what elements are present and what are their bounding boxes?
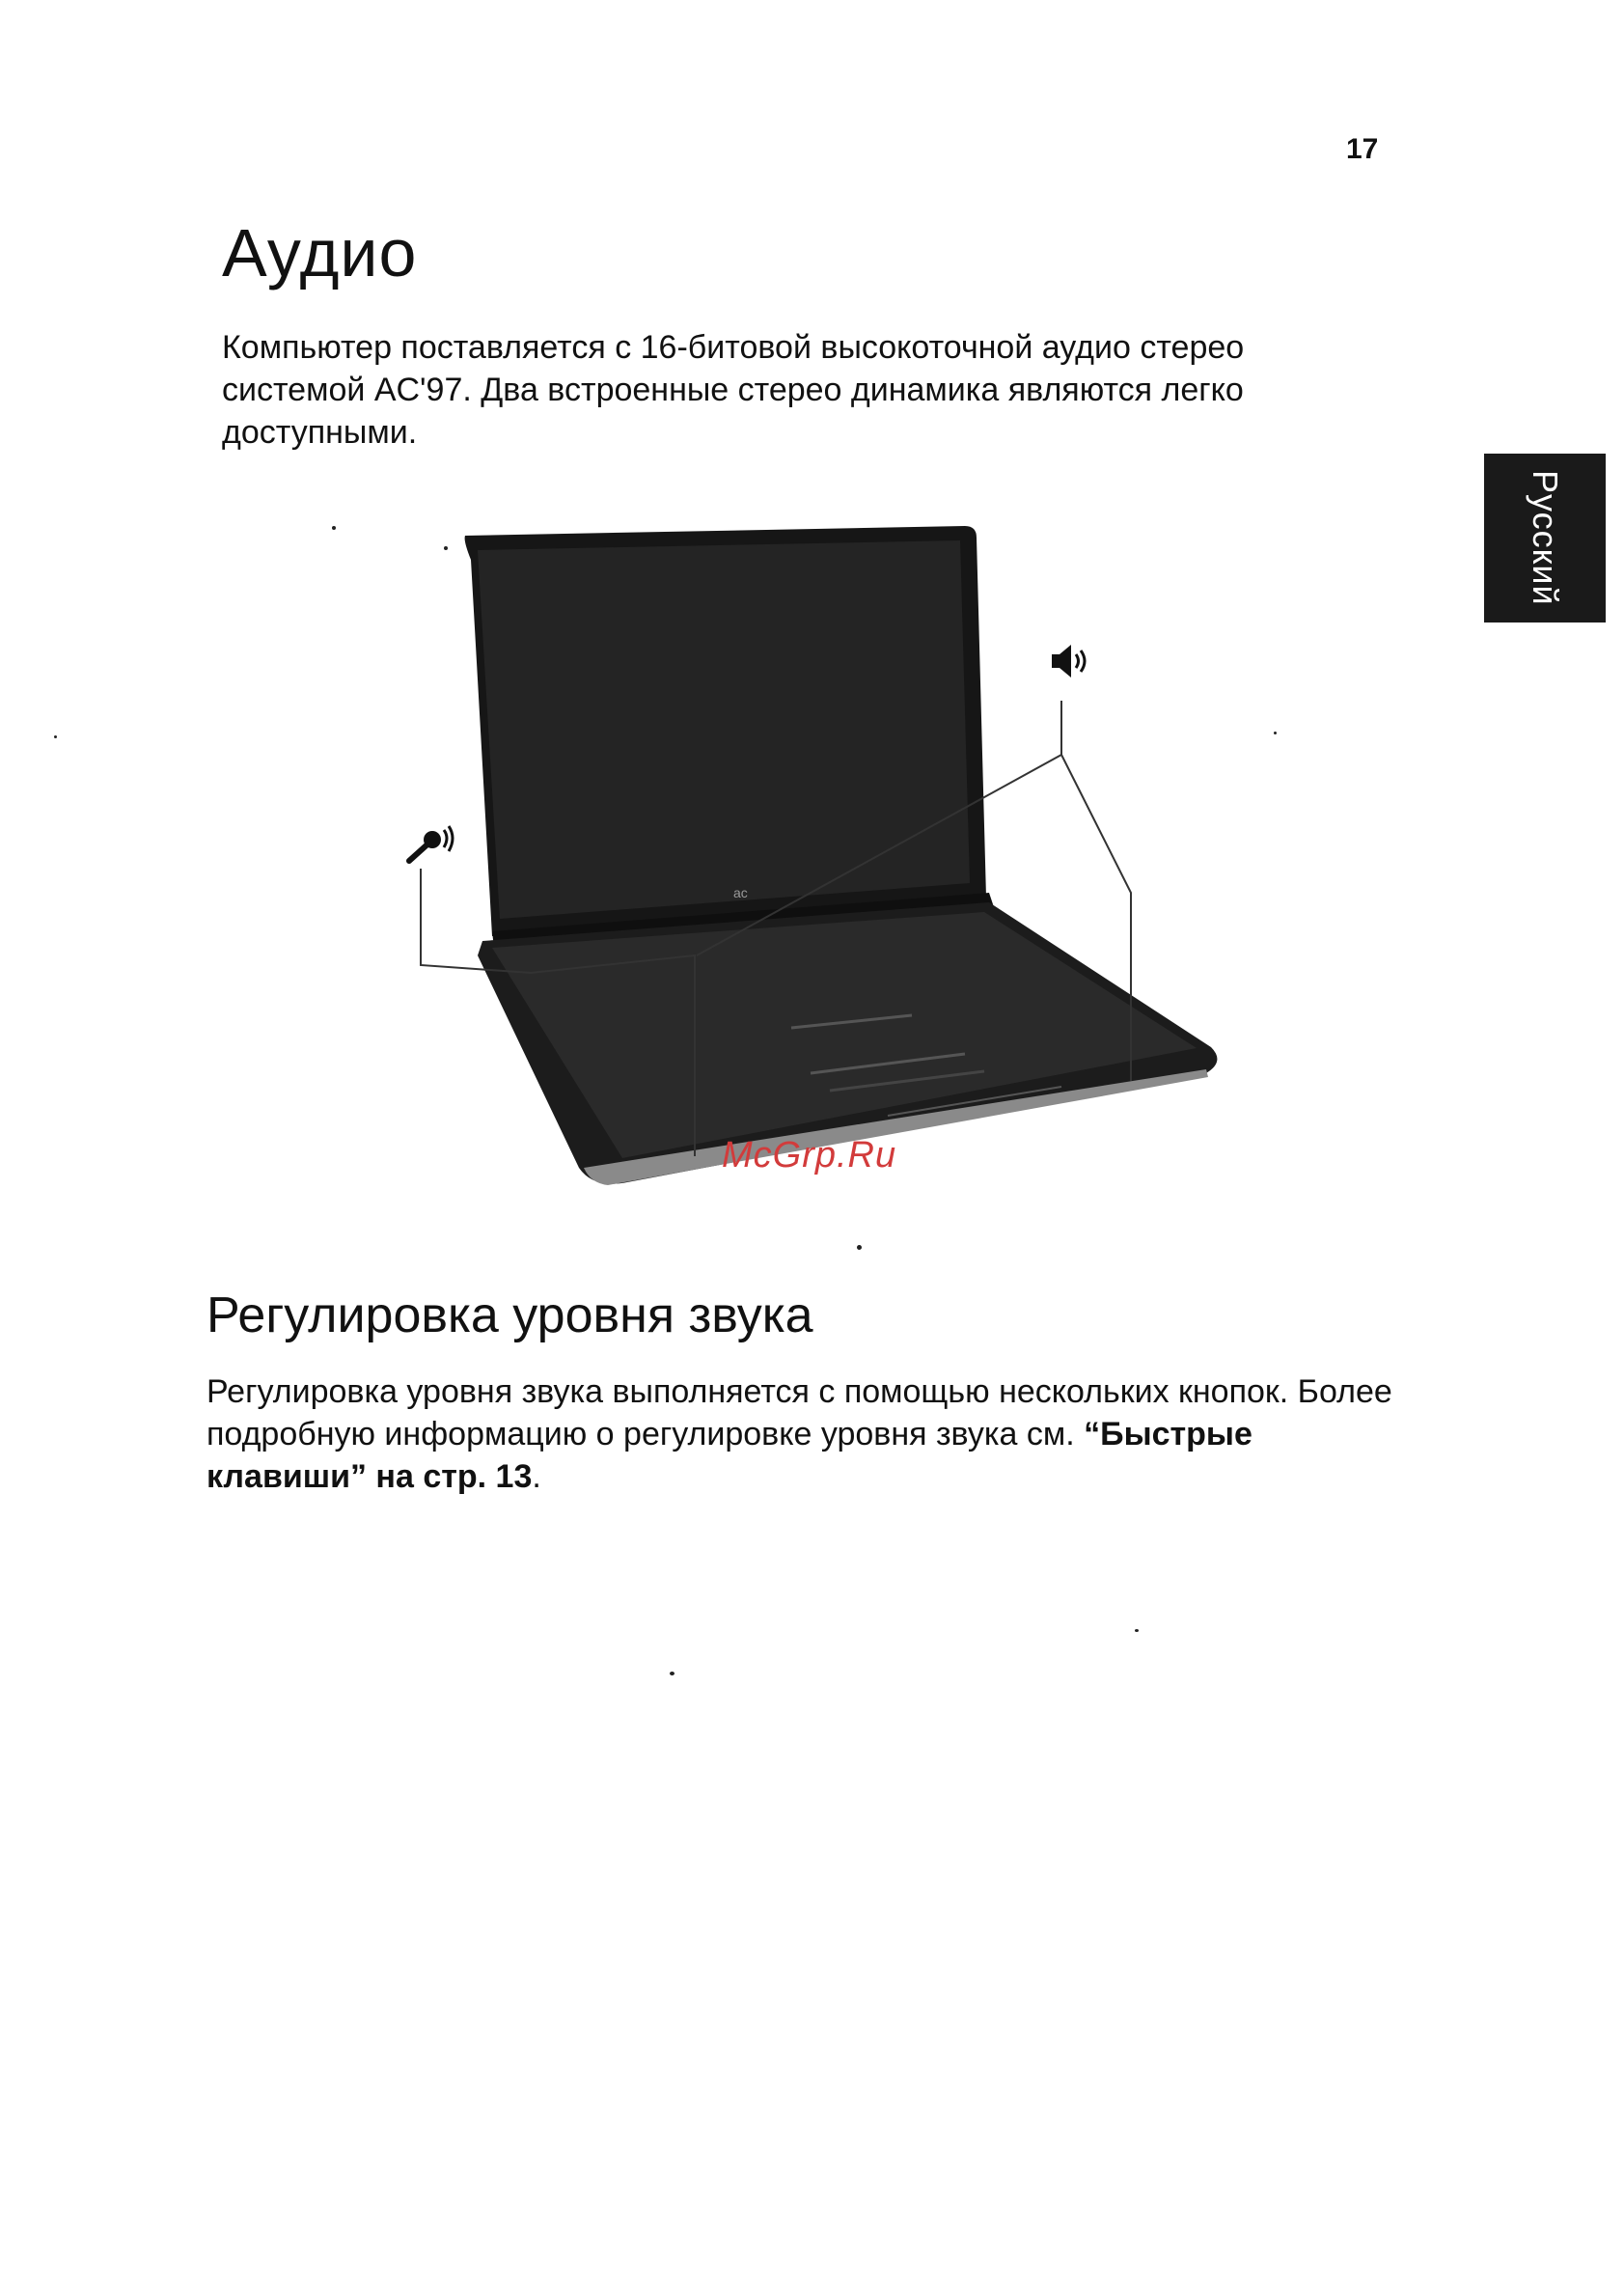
language-tab bbox=[1484, 454, 1606, 622]
laptop-logo: ac bbox=[733, 885, 748, 900]
paragraph-volume bbox=[206, 1370, 1403, 1498]
page-number: 17 bbox=[1346, 133, 1379, 165]
scan-speck bbox=[1274, 732, 1277, 734]
laptop-illustration bbox=[386, 502, 1235, 1216]
scan-speck bbox=[54, 735, 57, 738]
microphone-icon bbox=[409, 826, 453, 861]
heading-volume: Регулировка уровня звука bbox=[206, 1287, 813, 1343]
paragraph-volume-text: Регулировка уровня звука выполняется с помощью нескольких кнопок. Более подробную информацию о регулировке уровня звука см. bbox=[206, 1373, 1392, 1452]
watermark: McGrp.Ru bbox=[722, 1135, 897, 1176]
paragraph-volume-end: . bbox=[532, 1458, 541, 1495]
scan-speck bbox=[444, 546, 448, 550]
scan-speck bbox=[1135, 1629, 1139, 1632]
scan-speck bbox=[332, 526, 336, 530]
laptop-figure bbox=[386, 502, 1235, 1216]
language-tab-label: Русский bbox=[1526, 470, 1565, 606]
paragraph-audio: Компьютер поставляется с 16-битовой высокоточной аудио стерео системой AC'97. Два встроенные стерео динамика являются легко доступными. bbox=[222, 329, 1245, 451]
speaker-icon bbox=[1052, 645, 1085, 678]
scan-speck bbox=[857, 1245, 862, 1250]
scan-speck bbox=[670, 1672, 674, 1675]
heading-audio: Аудио bbox=[222, 215, 418, 290]
hotkeys-reference: “Быстрые клавиши” на стр. 13 bbox=[206, 1416, 1252, 1495]
